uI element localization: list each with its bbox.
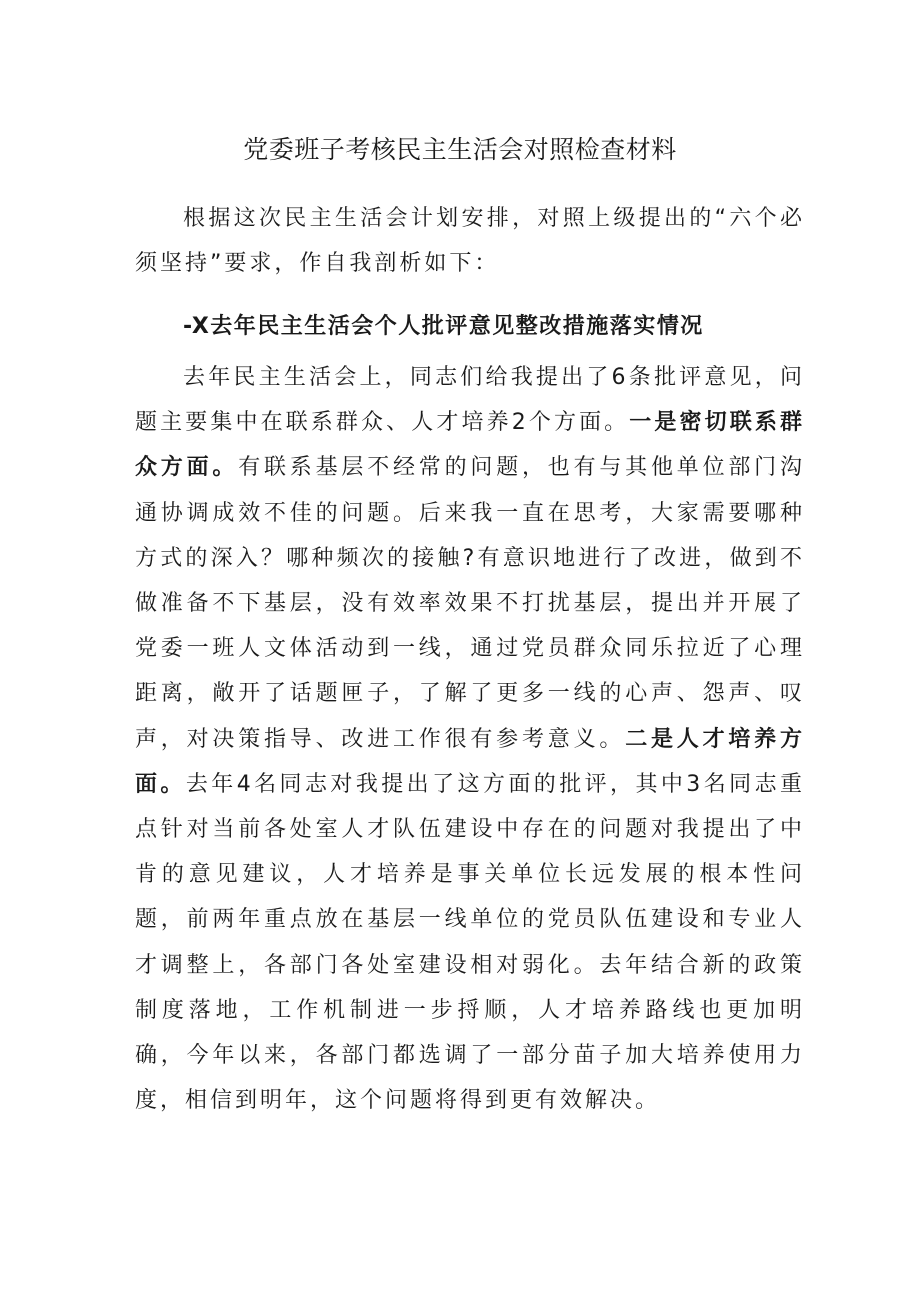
- body-text-part-2: 有联系基层不经常的问题，也有与其他单位部门沟通协调成效不佳的问题。后来我一直在思考，大家需要哪种方式的深入？哪种频次的接触?有意识地进行了改进，做到不做准备不下基层，没有效率效果不打扰基层，提出并开展了党委一班人文体活动到一线，通过党员群众同乐拉近了心理距离，敞开了话题匣子，了解了更多一线的心声、怨声、叹声，对决策指导、改进工作很有参考意义。: [135, 455, 805, 752]
- body-paragraph: [135, 355, 805, 1123]
- body-text-part-1: 去年民主生活会上，同志们给我提出了6条批评意见，问题主要集中在联系群众、人才培养2个方面。: [135, 365, 805, 436]
- section-heading: -X去年民主生活会个人批评意见整改措施落实情况: [183, 314, 704, 339]
- point-1-label: 一是密切联系群众方面。: [135, 410, 805, 481]
- intro-paragraph: 根据这次民主生活会计划安排，对照上级提出的“六个必须坚持”要求，作自我剖析如下：: [135, 206, 805, 277]
- body-text-part-3: 去年4名同志对我提出了这方面的批评，其中3名同志重点针对当前各处室人才队伍建设中存在的问题对我提出了中肯的意见建议，人才培养是事关单位长远发展的根本性问题，前两年重点放在基层一线单位的党员队伍建设和专业人才调整上，各部门各处室建设相对弱化。去年结合新的政策制度落地，工作机制进一步捋顺，人才培养路线也更加明确，今年以来，各部门都选调了一部分苗子加大培养使用力度，相信到明年，这个问题将得到更有效解决。: [135, 771, 805, 1114]
- point-2-label: 二是人才培养方面。: [135, 726, 805, 797]
- document-title: 党委班子考核民主生活会对照检查材料: [243, 135, 677, 164]
